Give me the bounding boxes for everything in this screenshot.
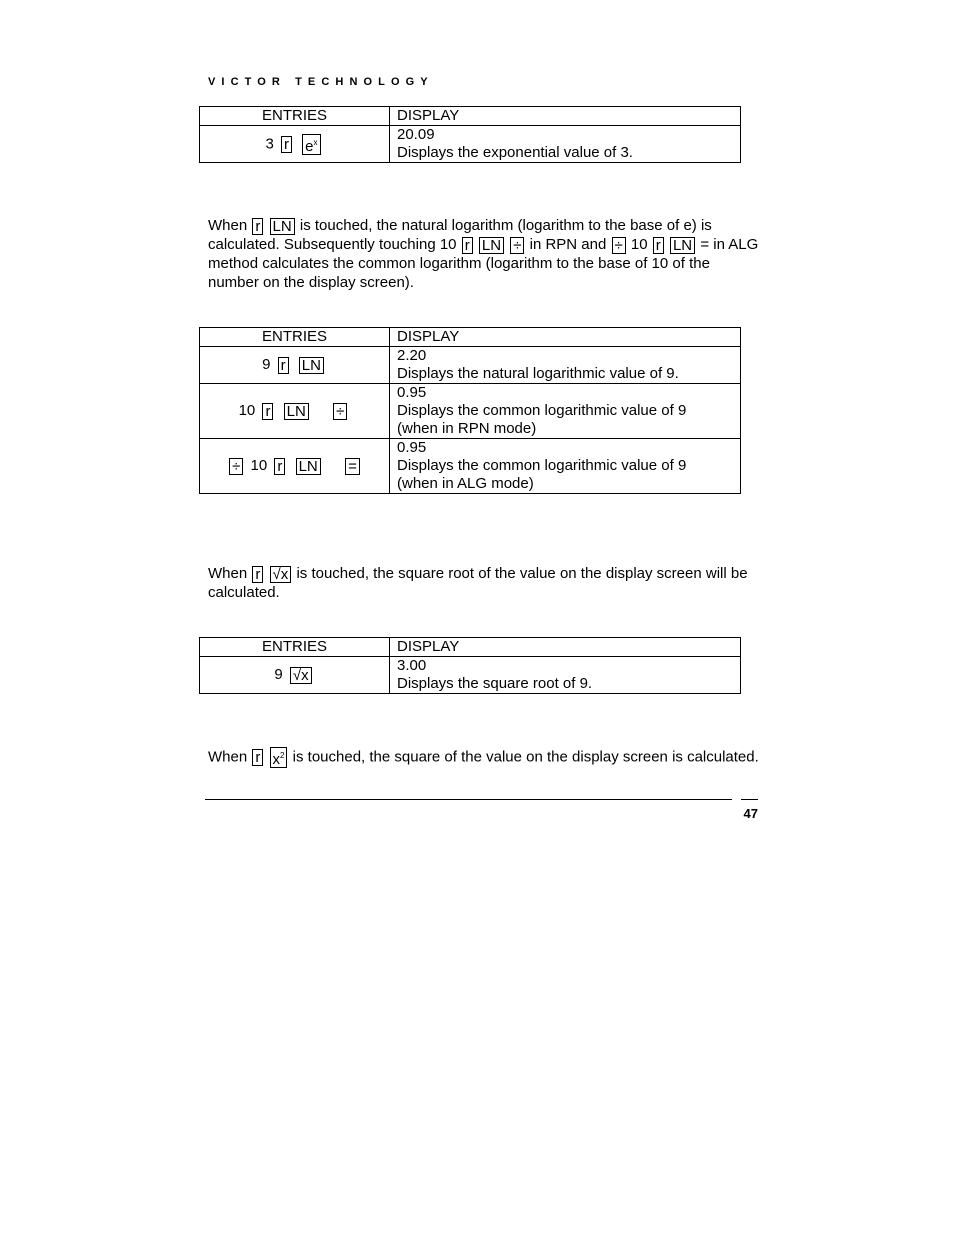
display-cell: [390, 439, 741, 494]
para-text: = in ALG method calculates the common logarithm (logarithm to the base of 10 of the number on the display screen).: [208, 236, 759, 291]
entries-cell: [200, 126, 390, 163]
display-value: 2.20: [397, 347, 427, 364]
key-ln: LN: [479, 237, 504, 254]
table-row: [200, 657, 741, 694]
display-cell: [390, 126, 741, 163]
key-r: r: [278, 357, 289, 374]
ln-example-table: [199, 327, 741, 494]
key-r: r: [252, 749, 263, 766]
display-header: DISPLAY: [390, 107, 741, 126]
sqrt-paragraph: [208, 564, 760, 602]
display-value: 0.95: [397, 384, 427, 401]
key-r: r: [462, 237, 473, 254]
entry-number: 9: [274, 666, 283, 683]
para-when: When: [208, 217, 248, 234]
key-r: r: [281, 136, 292, 153]
para-text: is touched, the square root of the value on the display screen will be calculated.: [208, 565, 748, 601]
table-header-row: [200, 328, 741, 347]
display-value: 3.00: [397, 657, 427, 674]
key-divide: ÷: [612, 237, 626, 254]
entries-header: ENTRIES: [200, 107, 390, 126]
key-divide: ÷: [333, 403, 347, 420]
entries-cell: [200, 384, 390, 439]
display-cell: [390, 384, 741, 439]
key-ln: LN: [299, 357, 324, 374]
key-ln: LN: [296, 458, 321, 475]
key-ex-exponent: x: [313, 137, 318, 147]
entry-number: 9: [262, 356, 271, 373]
table-row: [200, 384, 741, 439]
display-cell: [390, 657, 741, 694]
key-r: r: [252, 218, 263, 235]
para-when: When: [208, 748, 248, 766]
entry-number: 10: [238, 402, 256, 419]
key-sqrt: √x: [270, 566, 292, 583]
display-description: Displays the common logarithmic value of 9: [397, 402, 687, 419]
sqrt-example-table: [199, 637, 741, 694]
display-description: Displays the common logarithmic value of 9: [397, 457, 687, 474]
key-x-squared: [270, 747, 288, 768]
key-sqrt: √x: [290, 667, 312, 684]
key-divide: ÷: [229, 458, 243, 475]
display-value: 20.09: [397, 126, 435, 143]
footer-rule: [205, 799, 732, 800]
exp-example-table: [199, 106, 741, 163]
para-text: is touched, the square of the value on the display screen is calculated.: [292, 748, 759, 766]
display-description: (when in ALG mode): [397, 475, 534, 492]
key-x-base: x: [272, 751, 281, 768]
display-header: DISPLAY: [390, 328, 741, 347]
page-number: 47: [743, 806, 758, 821]
key-ex-base: e: [305, 137, 314, 155]
entry-number: 3: [265, 134, 274, 152]
key-equals: =: [345, 458, 360, 475]
key-ln: LN: [270, 218, 295, 235]
display-cell: [390, 347, 741, 384]
footer-rule-short: [741, 799, 758, 800]
entries-cell: [200, 439, 390, 494]
entries-cell: [200, 657, 390, 694]
key-ln: LN: [284, 403, 309, 420]
para-when: When: [208, 565, 248, 582]
display-value: 0.95: [397, 439, 427, 456]
table-row: [200, 126, 741, 163]
key-ln: LN: [670, 237, 695, 254]
key-r: r: [653, 237, 664, 254]
para-text: 10: [630, 236, 648, 253]
key-r: r: [252, 566, 263, 583]
display-description: Displays the natural logarithmic value of 9.: [397, 365, 679, 382]
display-description: Displays the exponential value of 3.: [397, 144, 633, 161]
running-header: VICTOR TECHNOLOGY: [208, 76, 434, 88]
table-row: [200, 347, 741, 384]
square-paragraph: [208, 747, 760, 768]
key-r: r: [262, 403, 273, 420]
ln-paragraph: [208, 216, 760, 292]
key-ex: [302, 134, 320, 155]
entries-cell: [200, 347, 390, 384]
key-x-exponent: 2: [280, 751, 285, 760]
entries-header: ENTRIES: [200, 328, 390, 347]
table-header-row: [200, 107, 741, 126]
display-header: DISPLAY: [390, 638, 741, 657]
para-text: is touched, the natural logarithm (logarithm to the base of e) is calculated. Subsequently touching 10: [208, 217, 712, 253]
display-description: (when in RPN mode): [397, 420, 537, 437]
entry-number: 10: [250, 457, 268, 474]
entries-header: ENTRIES: [200, 638, 390, 657]
para-text: in RPN and: [529, 236, 607, 253]
key-r: r: [274, 458, 285, 475]
display-description: Displays the square root of 9.: [397, 675, 593, 692]
key-divide: ÷: [510, 237, 524, 254]
table-header-row: [200, 638, 741, 657]
table-row: [200, 439, 741, 494]
